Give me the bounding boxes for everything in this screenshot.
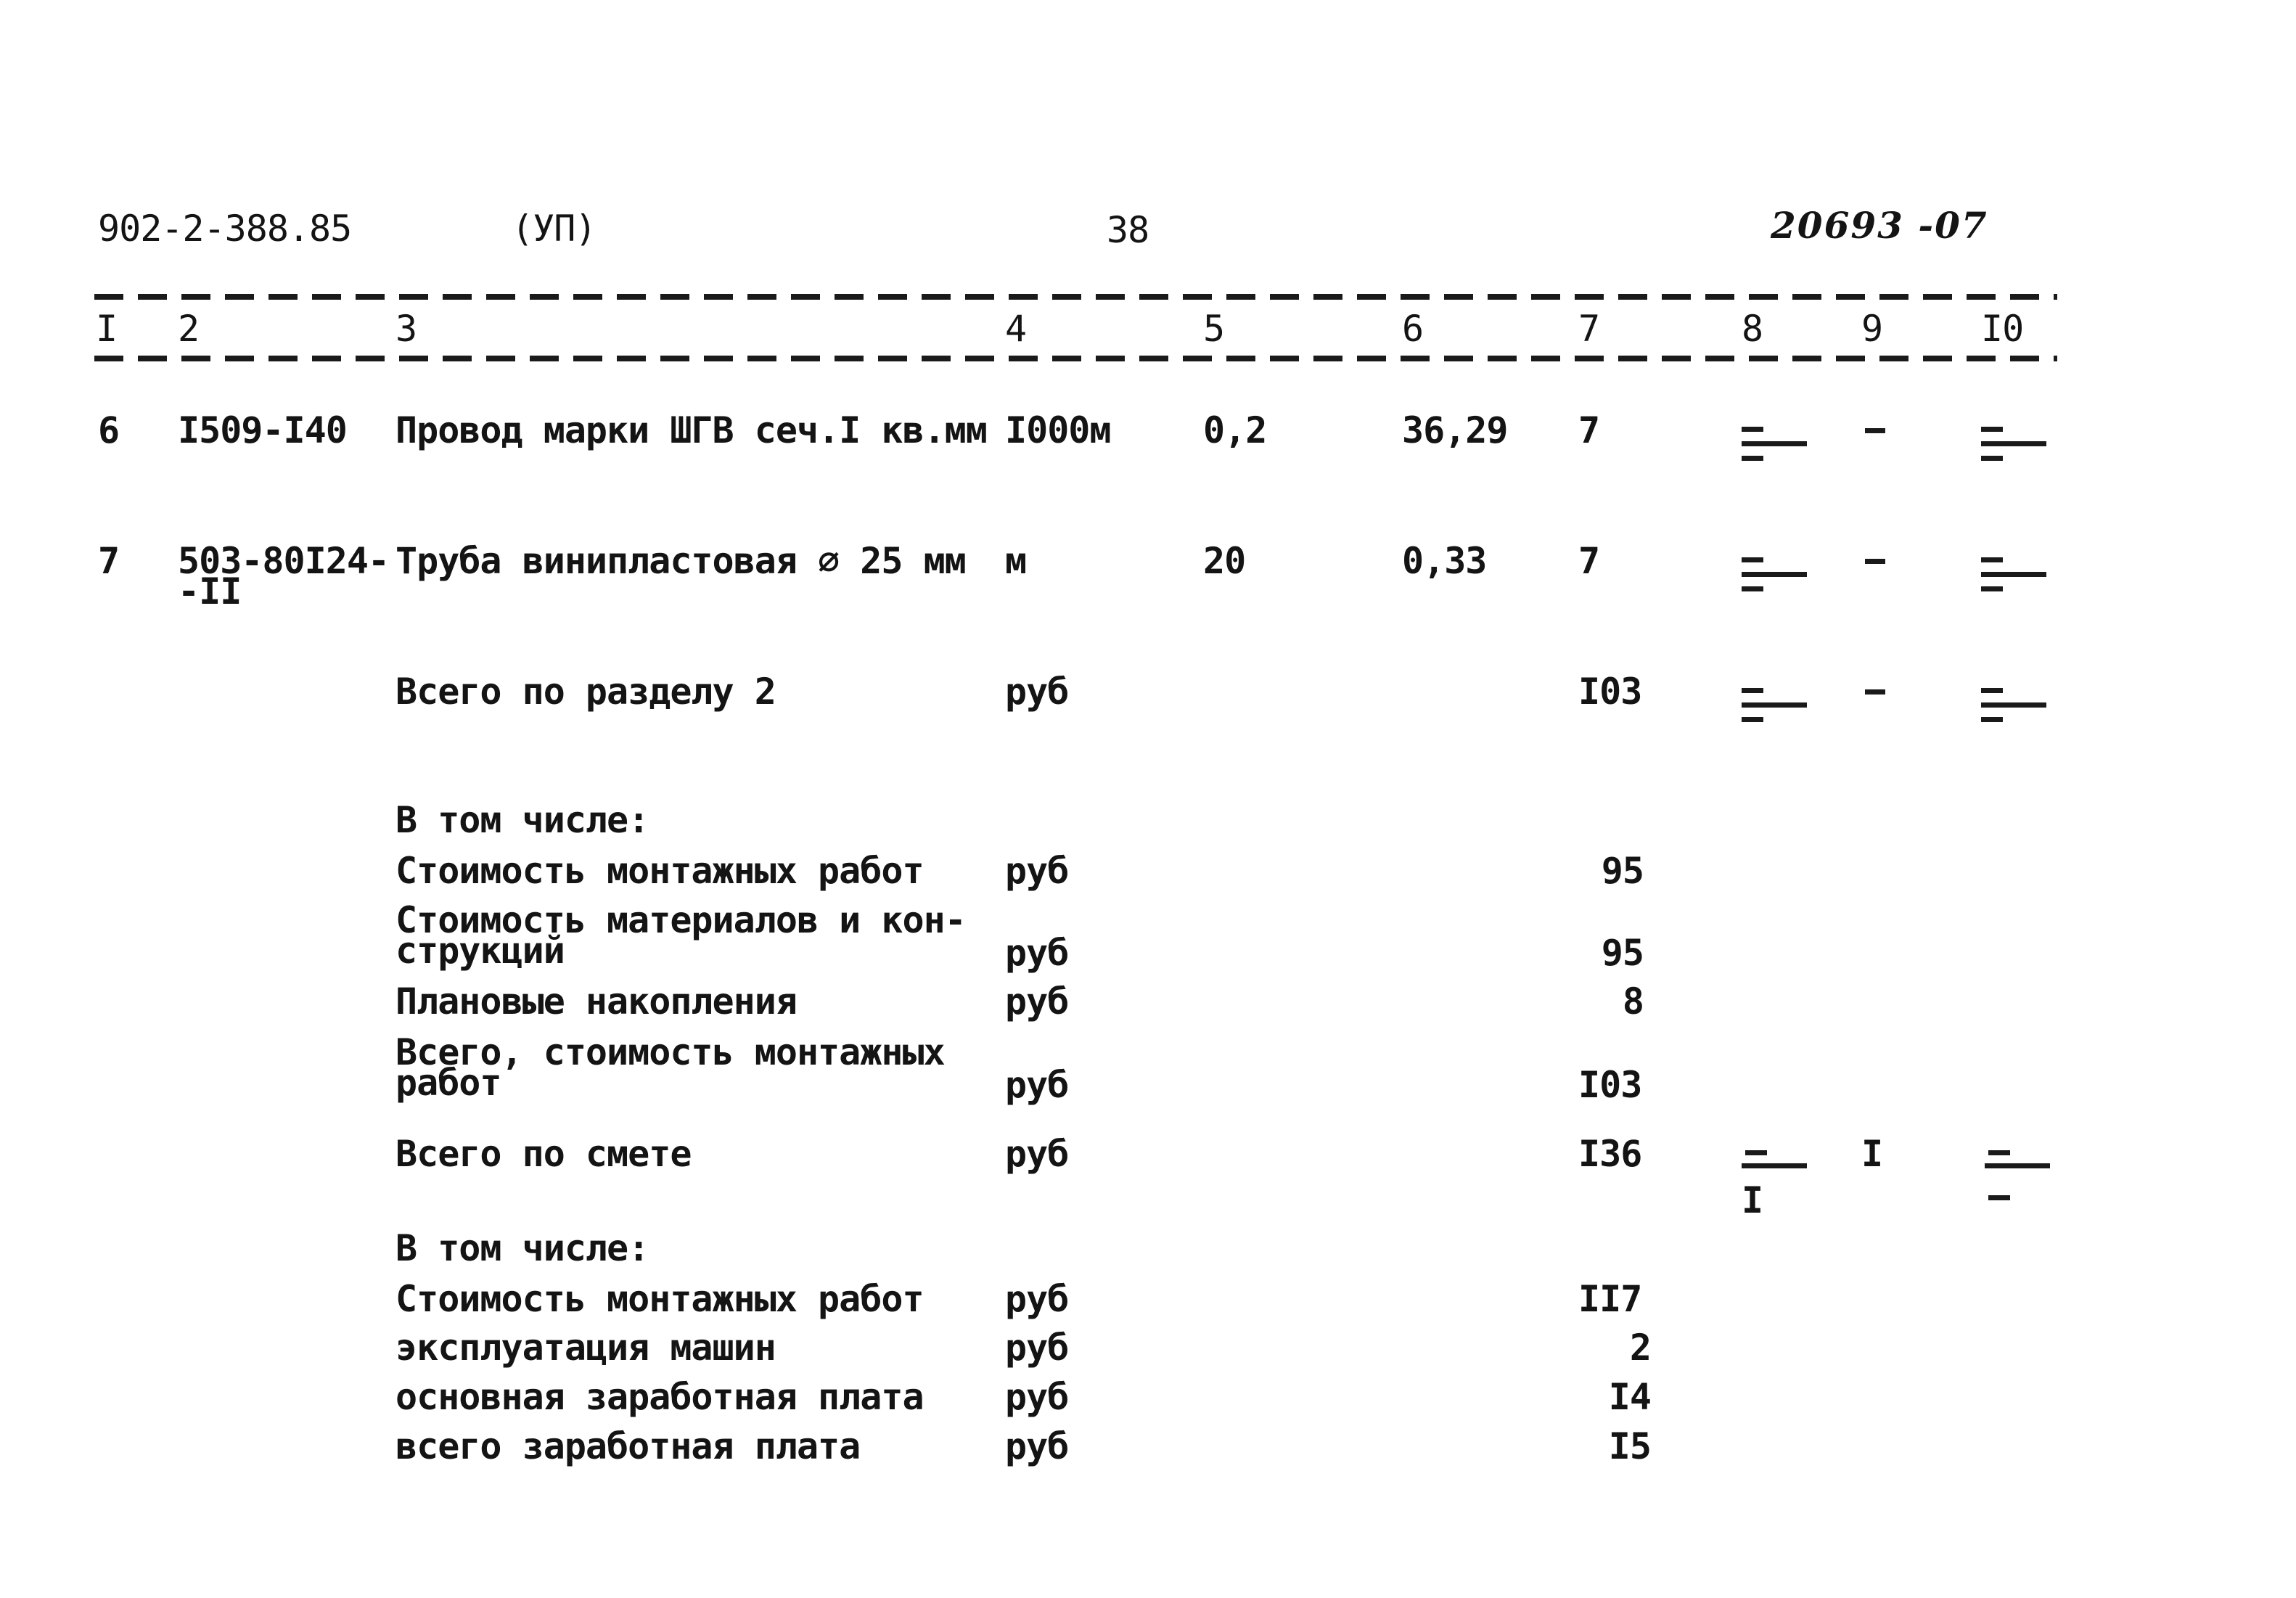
breakdown-1-label: Плановые накопления <box>395 980 797 1023</box>
breakdown-1-label: Всего, стоимость монтажных <box>395 1031 945 1073</box>
breakdown-2-label: эксплуатация машин <box>395 1327 776 1369</box>
estimate-total-col9: I <box>1861 1133 1883 1175</box>
row-7-col9-dash <box>1865 559 1885 564</box>
breakdown-2-unit: руб <box>1005 1278 1069 1320</box>
breakdown-2-unit: руб <box>1005 1376 1069 1418</box>
breakdown-1-value: 95 <box>1601 932 1644 974</box>
row-6-col8-ditto-mark <box>1742 427 1807 470</box>
breakdown-2-value: II7 <box>1578 1278 1642 1320</box>
breakdown-1-unit: руб <box>1005 980 1069 1023</box>
section-total-unit: руб <box>1005 671 1069 713</box>
row-6-name: Провод марки ШГВ сеч.I кв.мм <box>395 409 987 451</box>
row-6-col10-ditto-mark <box>1981 427 2046 470</box>
breakdown-1-label: Стоимость монтажных работ <box>395 850 924 892</box>
breakdown-1-heading: В том числе: <box>395 799 649 841</box>
breakdown-1-unit: руб <box>1005 932 1069 974</box>
row-6-number: 6 <box>98 409 120 451</box>
col-header-7: 7 <box>1578 308 1600 350</box>
document-code: 902-2-388.85 <box>98 208 352 250</box>
row-6-col9-dash <box>1865 428 1885 433</box>
breakdown-1-label: Стоимость материалов и кон- <box>395 899 966 941</box>
estimate-total-col8-mark: I <box>1742 1150 1807 1223</box>
col-header-2: 2 <box>178 308 200 350</box>
breakdown-1-value: 8 <box>1622 980 1644 1023</box>
col-header-1: I <box>96 308 118 350</box>
col-header-4: 4 <box>1005 308 1027 350</box>
row-7-code: 503-80I24- <box>178 540 390 582</box>
row-7-qty: 20 <box>1203 540 1246 582</box>
header-rule-bottom <box>94 356 2057 361</box>
header-rule-top <box>94 294 2057 300</box>
breakdown-2-unit: руб <box>1005 1425 1069 1467</box>
breakdown-2-unit: руб <box>1005 1327 1069 1369</box>
row-7-col10-ditto-mark <box>1981 557 2046 601</box>
col-header-10: I0 <box>1981 308 2024 350</box>
estimate-total-value: I36 <box>1578 1133 1642 1175</box>
section-total-col9-dash <box>1865 689 1885 694</box>
album-number: (УП) <box>512 208 596 250</box>
col-header-9: 9 <box>1861 308 1883 350</box>
row-6-code: I509-I40 <box>178 409 347 451</box>
breakdown-1-label-continued: работ <box>395 1062 501 1104</box>
breakdown-1-value: 95 <box>1601 850 1644 892</box>
breakdown-2-label: Стоимость монтажных работ <box>395 1278 924 1320</box>
estimate-total-label: Всего по смете <box>395 1133 692 1175</box>
breakdown-2-value: 2 <box>1629 1327 1651 1369</box>
row-7-name: Труба винипластовая ∅ 25 мм <box>395 540 966 582</box>
breakdown-1-unit: руб <box>1005 850 1069 892</box>
row-6-total: 7 <box>1578 409 1600 451</box>
breakdown-2-label: основная заработная плата <box>395 1376 924 1418</box>
row-7-col8-ditto-mark <box>1742 557 1807 601</box>
breakdown-2-label: всего заработная плата <box>395 1425 861 1467</box>
breakdown-2-value: I4 <box>1608 1376 1651 1418</box>
col-header-5: 5 <box>1203 308 1225 350</box>
col-header-3: 3 <box>395 308 417 350</box>
breakdown-1-value: I03 <box>1578 1064 1642 1106</box>
section-total-label: Всего по разделу 2 <box>395 671 776 713</box>
estimate-total-col10-mark <box>1985 1150 2050 1216</box>
row-6-price: 36,29 <box>1402 409 1508 451</box>
sheet-code: 20693 -07 <box>1771 204 1988 247</box>
section-total-col10-ditto-mark <box>1981 688 2046 732</box>
row-7-total: 7 <box>1578 540 1600 582</box>
row-6-qty: 0,2 <box>1203 409 1267 451</box>
row-7-price: 0,33 <box>1402 540 1487 582</box>
section-total-value: I03 <box>1578 671 1642 713</box>
col-header-6: 6 <box>1402 308 1424 350</box>
row-7-number: 7 <box>98 540 120 582</box>
estimate-total-unit: руб <box>1005 1133 1069 1175</box>
page-number: 38 <box>1107 209 1149 251</box>
breakdown-2-value: I5 <box>1608 1425 1651 1467</box>
row-7-unit: м <box>1005 540 1027 582</box>
row-6-unit: I000м <box>1005 409 1111 451</box>
breakdown-1-label-continued: струкций <box>395 930 565 972</box>
section-total-col8-ditto-mark <box>1742 688 1807 732</box>
col-header-8: 8 <box>1742 308 1763 350</box>
row-7-code-continued: -II <box>178 570 242 612</box>
breakdown-2-heading: В том числе: <box>395 1227 649 1269</box>
breakdown-1-unit: руб <box>1005 1064 1069 1106</box>
